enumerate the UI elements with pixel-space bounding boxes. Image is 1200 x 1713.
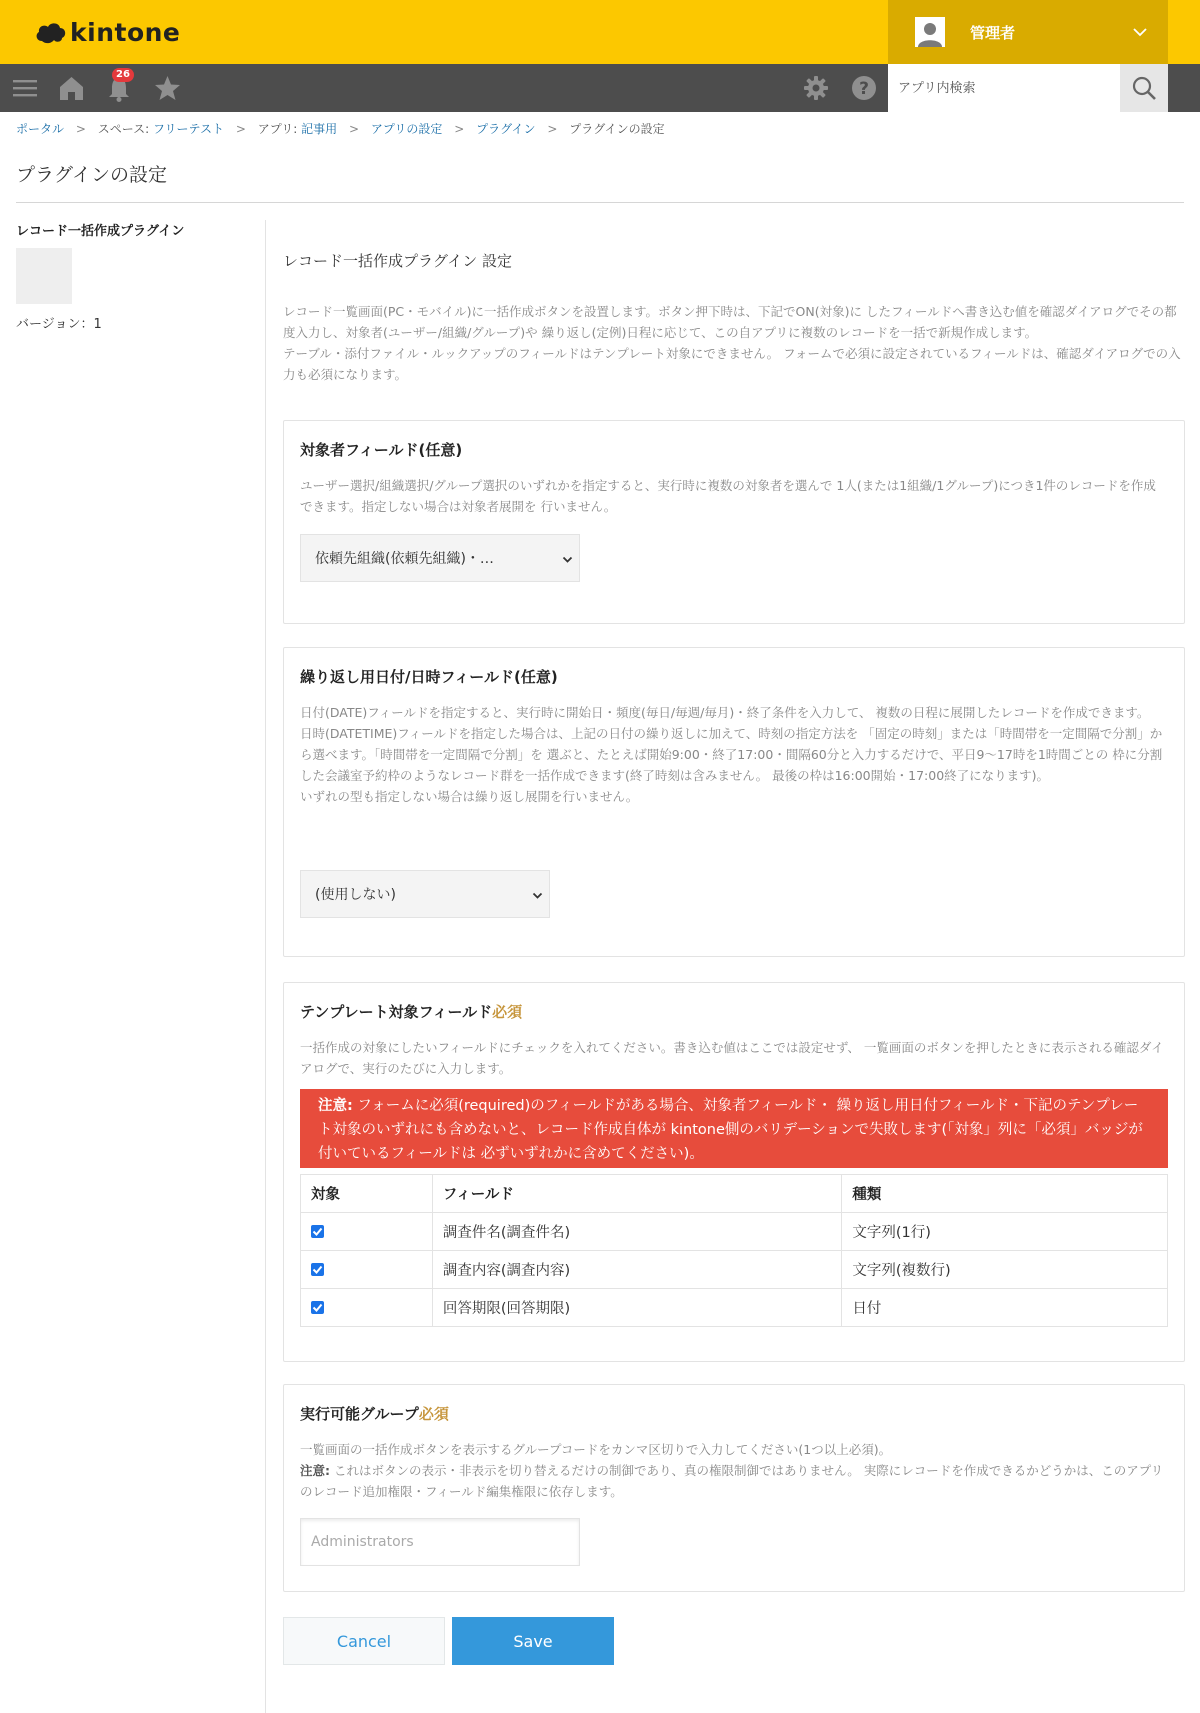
executable-group-section (283, 1384, 1185, 1592)
svg-text:?: ? (859, 79, 869, 99)
breadcrumb-plugins[interactable]: プラグイン (476, 122, 536, 136)
plugin-name: レコード一括作成プラグイン (16, 224, 185, 239)
section-description (300, 1037, 1168, 1079)
section-description-text: ユーザー選択/組織選択/グループ選択のいずれかを指定すると、実行時に複数の対象者を選んで 1人(または1組織/1グループ)につき1件のレコードを作成できます。指定しない場合は対象者展開を 行いません。 (300, 478, 1156, 514)
group-code-input[interactable] (300, 1518, 580, 1566)
section-title-text: テンプレート対象フィールド (300, 1003, 493, 1021)
target-checkbox[interactable] (311, 1225, 324, 1238)
home-icon[interactable] (58, 75, 85, 101)
section-title: 繰り返し用日付/日時フィールド(任意) (300, 668, 558, 686)
breadcrumb-current: プラグインの設定 (569, 122, 665, 136)
repeat-date-select[interactable] (300, 870, 550, 918)
select-value: (使用しない) (315, 887, 396, 903)
template-fields-section (283, 982, 1185, 1362)
required-label: 必須 (418, 1405, 449, 1423)
breadcrumb-separator: > (454, 122, 465, 136)
section-description-text: 日付(DATE)フィールドを指定すると、実行時に開始日・頻度(毎日/毎週/毎月)・終了条件を入力して、 複数の日程に展開したレコードを作成できます。 (300, 705, 1150, 720)
required-label: 必須 (492, 1003, 523, 1021)
section-description-text: 日時(DATETIME)フィールドを指定した場合は、上記の日付の繰り返しに加えて、時刻の指定方法を 「固定の時刻」または「時間帯を一定間隔で分割」から選べます。「時間帯を一定間隔で分割」を 選ぶと、たとえば開始9:00・終了17:00・間隔60分と入力するだけで、平日9〜17時を1時間ごとの 枠に分割した会議室予約枠のようなレコード群を一括作成できます(終了時刻は含みません。 最後の枠は16:00開始・17:00終了になります)。 (300, 726, 1163, 783)
breadcrumb-space-prefix: スペース: (97, 122, 153, 136)
breadcrumb-portal[interactable]: ポータル (16, 122, 65, 136)
page-title: プラグインの設定 (16, 164, 168, 186)
section-title (300, 1001, 522, 1022)
breadcrumb-separator: > (75, 122, 86, 136)
chevron-down-icon (1132, 24, 1148, 40)
breadcrumb-app-prefix: アプリ: (257, 122, 302, 136)
divider (16, 202, 1184, 203)
checkmark-icon (312, 1302, 323, 1313)
help-icon[interactable] (851, 75, 877, 101)
cancel-button[interactable]: Cancel (283, 1617, 445, 1665)
field-name-cell: 調査内容(調査内容) (432, 1251, 842, 1289)
section-description (300, 1439, 1168, 1502)
app-search-input[interactable] (888, 64, 1120, 112)
avatar (914, 16, 946, 48)
select-value: 依頼先組織(依頼先組織)・… (315, 551, 494, 567)
intro-paragraph: テーブル・添付ファイル・ルックアップのフィールドはテンプレート対象にできません。 フォームで必須に設定されているフィールドは、確認ダイアログでの入力も必須になります。 (283, 346, 1181, 382)
note-label: 注意: (300, 1463, 330, 1478)
section-description-text: 一覧画面の一括作成ボタンを表示するグループコードをカンマ区切りで入力してください(1つ以上必須)。 (300, 1442, 892, 1457)
table-row (301, 1213, 1168, 1251)
template-fields-table (300, 1174, 1168, 1327)
breadcrumb-space[interactable]: フリーテスト (153, 122, 225, 136)
required-warning-box (300, 1089, 1168, 1168)
field-type-cell: 文字列(1行) (842, 1213, 1168, 1251)
save-button[interactable]: Save (452, 1617, 614, 1665)
intro-paragraph: レコード一覧画面(PC・モバイル)に一括作成ボタンを設置します。ボタン押下時は、下記でON(対象)に したフィールドへ書き込む値を確認ダイアログでその都度入力し、対象者(ユーザー/組織/グループ)や 繰り返し(定例)日程に応じて、この自アプリに複数のレコードを一括で新規作成します。 (283, 304, 1177, 340)
user-menu[interactable] (888, 0, 1168, 64)
section-title: 対象者フィールド(任意) (300, 441, 463, 459)
field-type-cell: 日付 (842, 1289, 1168, 1327)
logo-text: kintone (70, 17, 181, 47)
repeat-date-section (283, 647, 1185, 957)
user-icon (916, 19, 944, 47)
breadcrumb-separator: > (547, 122, 558, 136)
column-header-target: 対象 (301, 1175, 433, 1213)
table-row (301, 1289, 1168, 1327)
intro-text (283, 301, 1185, 385)
section-description-text: いずれの型も指定しない場合は繰り返し展開を行いません。 (300, 789, 639, 804)
breadcrumb-separator: > (235, 122, 246, 136)
target-cell (301, 1289, 433, 1327)
target-cell (301, 1213, 433, 1251)
section-title-text: 実行可能グループ (300, 1405, 419, 1423)
chevron-down-icon (562, 554, 573, 565)
checkmark-icon (312, 1264, 323, 1275)
plugin-icon (16, 248, 72, 304)
kintone-logo[interactable] (34, 17, 180, 47)
target-cell (301, 1251, 433, 1289)
target-field-select[interactable] (300, 534, 580, 582)
table-row (301, 1251, 1168, 1289)
checkmark-icon (312, 1226, 323, 1237)
divider (265, 220, 266, 1713)
table-header-row (301, 1175, 1168, 1213)
field-type-cell: 文字列(複数行) (842, 1251, 1168, 1289)
target-checkbox[interactable] (311, 1301, 324, 1314)
breadcrumb (16, 120, 665, 137)
breadcrumb-app-settings[interactable]: アプリの設定 (370, 122, 443, 136)
target-field-section (283, 420, 1185, 624)
warning-label: 注意: (318, 1098, 353, 1114)
notification-count-badge: 26 (112, 68, 134, 82)
favorites-star-icon[interactable] (154, 75, 181, 101)
breadcrumb-separator: > (349, 122, 360, 136)
section-description (300, 475, 1168, 517)
field-name-cell: 回答期限(回答期限) (432, 1289, 842, 1327)
section-note (300, 1460, 1168, 1502)
search-icon (1131, 75, 1157, 101)
breadcrumb-app[interactable]: 記事用 (301, 122, 338, 136)
section-description-text: 一括作成の対象にしたいフィールドにチェックを入れてください。書き込む値はここでは設定せず、 一覧画面のボタンを押したときに表示される確認ダイアログで、実行のたびに入力します。 (300, 1040, 1164, 1076)
top-header (0, 0, 1200, 64)
note-text: これはボタンの表示・非表示を切り替えるだけの制御であり、真の権限制御ではありません。 実際にレコードを作成できるかどうかは、このアプリのレコード追加権限・フィールド編集権限に依存します。 (300, 1463, 1164, 1499)
search-button[interactable] (1120, 64, 1168, 112)
settings-title: レコード一括作成プラグイン 設定 (283, 252, 513, 270)
section-title (300, 1403, 449, 1424)
target-checkbox[interactable] (311, 1263, 324, 1276)
column-header-field: フィールド (432, 1175, 842, 1213)
field-name-cell: 調査件名(調査件名) (432, 1213, 842, 1251)
user-name: 管理者 (970, 23, 1016, 42)
hamburger-menu-icon[interactable] (12, 75, 38, 101)
cloud-logo-icon (34, 19, 68, 45)
settings-gear-icon[interactable] (803, 75, 829, 101)
section-description (300, 702, 1168, 807)
chevron-down-icon (532, 890, 543, 901)
plugin-version: バージョン：1 (16, 317, 102, 332)
column-header-type: 種類 (842, 1175, 1168, 1213)
warning-text: フォームに必須(required)のフィールドがある場合、対象者フィールド・ 繰り返し用日付フィールド・下記のテンプレート対象のいずれにも含めないと、レコード作成自体が kintone側のバリデーションで失敗します(「対象」列に「必須」バッジが付いているフィールドは 必ずいずれかに含めてください)。 (318, 1098, 1143, 1162)
